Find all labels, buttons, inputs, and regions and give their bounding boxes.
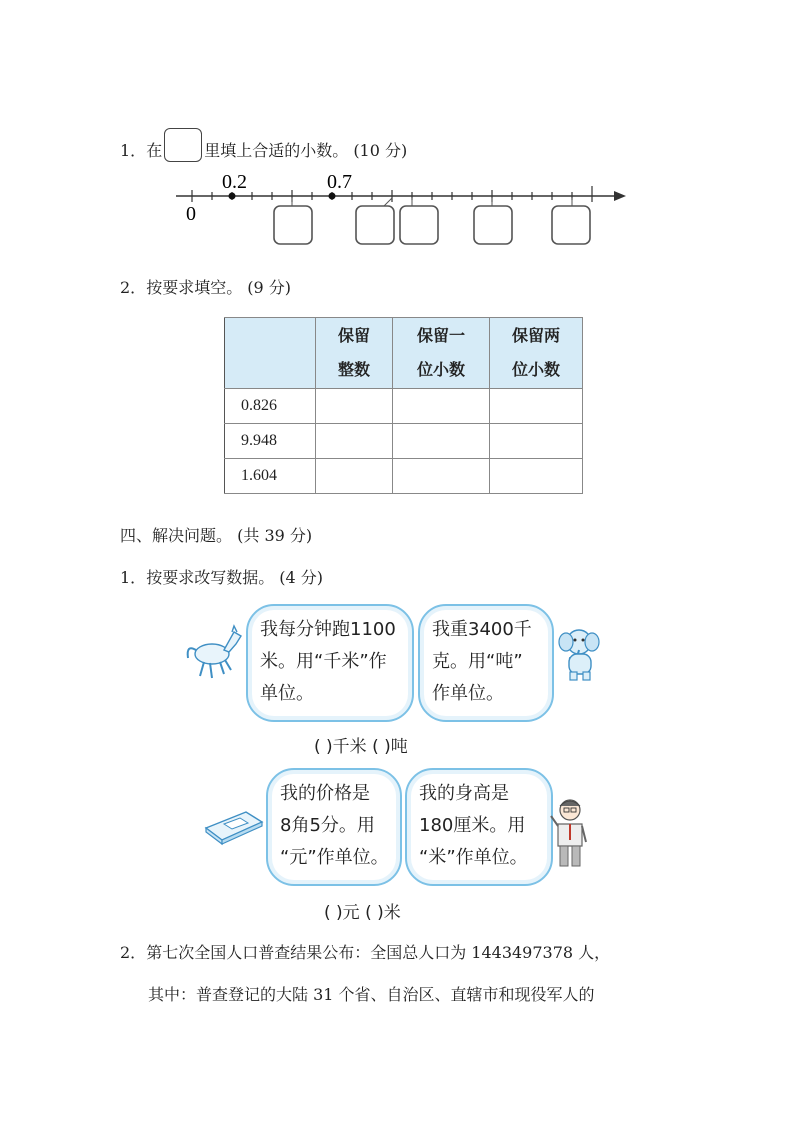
blank-box xyxy=(274,206,312,244)
header-cell: 保留 整数 xyxy=(316,318,393,389)
section-4-question-1-line xyxy=(120,565,323,588)
number-line-ticks xyxy=(192,186,592,202)
question-score: (4 分) xyxy=(279,568,324,587)
question-number: 1． xyxy=(120,141,147,160)
number-line-arrow-icon xyxy=(614,191,626,201)
answer-cell[interactable] xyxy=(316,424,393,459)
blank-box xyxy=(552,206,590,244)
speech-bubble-horse: 我每分钟跑1100 米。用“千米”作 单位。 xyxy=(246,604,414,722)
question-1-line xyxy=(120,128,407,162)
blank-box xyxy=(400,206,438,244)
question-2-line xyxy=(120,275,291,298)
row-value: 0.826 xyxy=(225,389,316,424)
answer-cell[interactable] xyxy=(393,424,490,459)
question-text-pre: 在 xyxy=(146,141,163,160)
question-score: (9 分) xyxy=(247,278,292,297)
answer-box-icon xyxy=(164,128,202,162)
answer-cell[interactable] xyxy=(316,389,393,424)
speech-bubble-eraser: 我的价格是 8角5分。用 “元”作单位。 xyxy=(266,768,402,886)
table-row xyxy=(225,424,583,459)
table-header-row xyxy=(225,318,583,389)
header-cell: 保留一 位小数 xyxy=(393,318,490,389)
point-b xyxy=(329,193,336,200)
eraser-icon xyxy=(202,808,266,846)
section-4-question-2-line-2: 其中：普查登记的大陆 31 个省、自治区、直辖市和现役军人的 xyxy=(148,985,595,1004)
answer-cell[interactable] xyxy=(490,424,583,459)
blank-boxes xyxy=(274,206,590,244)
question-number: 1． xyxy=(120,568,147,587)
table-row xyxy=(225,389,583,424)
speech-bubble-person: 我的身高是 180厘米。用 “米”作单位。 xyxy=(405,768,553,886)
origin-label: 0 xyxy=(186,203,196,225)
question-text-post: 里填上合适的小数。 xyxy=(204,141,349,160)
speech-bubble-elephant: 我重3400千 克。用“吨” 作单位。 xyxy=(418,604,554,722)
section-4-question-2-line-1 xyxy=(120,940,610,963)
row-value: 9.948 xyxy=(225,424,316,459)
rounding-table xyxy=(224,317,583,494)
answer-line-2: ( )元 ( )米 xyxy=(324,903,401,923)
point-a xyxy=(229,193,236,200)
question-text: 第七次全国人口普查结果公布：全国总人口为 1443497378 人， xyxy=(146,943,611,962)
label-a: 0.2 xyxy=(222,171,247,193)
answer-cell[interactable] xyxy=(316,459,393,494)
answer-cell[interactable] xyxy=(490,459,583,494)
question-number: 2． xyxy=(120,278,147,297)
question-text: 按要求改写数据。 xyxy=(146,568,275,587)
answer-line-1: ( )千米 ( )吨 xyxy=(314,737,408,757)
person-icon xyxy=(548,796,592,868)
section-title: 四、解决问题。 xyxy=(120,526,233,545)
answer-cell[interactable] xyxy=(393,459,490,494)
header-cell-empty xyxy=(225,318,316,389)
question-score: (10 分) xyxy=(353,141,408,160)
blank-box xyxy=(474,206,512,244)
label-b: 0.7 xyxy=(327,171,352,193)
number-line xyxy=(170,168,630,252)
header-cell: 保留两 位小数 xyxy=(490,318,583,389)
section-score: (共 39 分) xyxy=(237,526,313,545)
horse-icon xyxy=(184,622,246,682)
row-value: 1.604 xyxy=(225,459,316,494)
blank-box xyxy=(356,206,394,244)
section-4-title-line xyxy=(120,523,312,546)
table-row xyxy=(225,459,583,494)
answer-cell[interactable] xyxy=(393,389,490,424)
elephant-icon xyxy=(555,624,605,684)
question-number: 2． xyxy=(120,943,147,962)
question-text: 按要求填空。 xyxy=(146,278,243,297)
answer-cell[interactable] xyxy=(490,389,583,424)
